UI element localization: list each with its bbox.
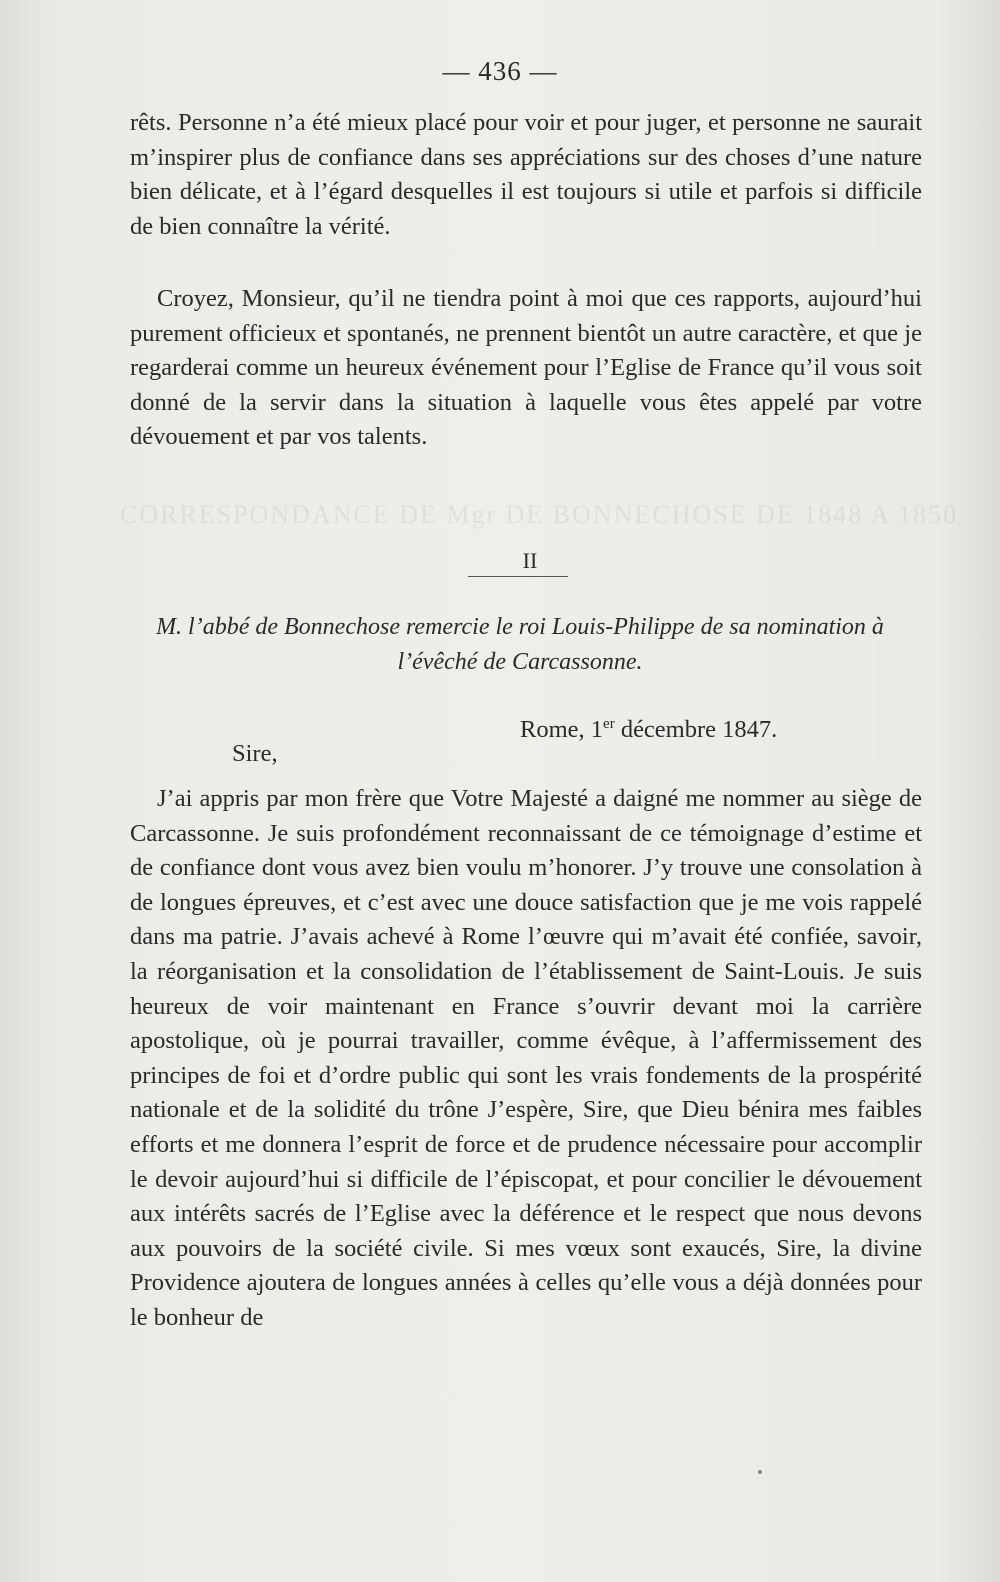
paragraph-2: Croyez, Monsieur, qu’il ne tiendra point à moi que ces rapports, aujourd’hui purement officieux et spontanés, ne prennent bientôt un autre caractère, et que je regarderai comme un heureux événement pour l’Eglise de France qu’il vous soit donné de la servir dans la situation à laquelle vous êtes appelé par votre dévouement et par vos talents.: [130, 285, 922, 451]
page-number: — 436 —: [442, 56, 558, 86]
paragraph-1: rêts. Personne n’a été mieux placé pour voir et pour juger, et personne ne saurait m’inspirer plus de confiance dans ses appréciations sur des choses d’une nature bien délicate, et à l’égard desquelles il est toujours si utile et parfois si difficile de bien connaître la vérité.: [130, 109, 922, 240]
letter-dateline-text: Rome, 1er décembre 1847.: [520, 716, 778, 744]
letter-salutation: Sire,: [232, 740, 278, 767]
letter-dateline: [520, 716, 777, 744]
letter-body: J’ai appris par mon frère que Votre Majesté a daigné me nommer au siège de Carcassonne. Je suis profondément reconnaissant de ce témoignage d’estime et de confiance dont vous avez bien voulu m’honorer. J’y trouve une consolation à de longues épreuves, et c’est avec une douce satisfaction que je me vois rappelé dans ma patrie. J’avais achevé à Rome l’œuvre qui m’avait été confiée, savoir, la réorganisation et la consolidation de l’établissement de Saint-Louis. Je suis heureux de voir maintenant en France s’ouvrir devant moi la carrière apostolique, où je pourrai travailler, comme évêque, à l’affermissement des principes de foi et d’ordre public qui sont les vrais fondements de la prospérité nationale et de la solidité du trône J’espère, Sire, que Dieu bénira mes faibles efforts et me donnera l’esprit de force et de prudence nécessaire pour accomplir le devoir aujourd’hui si difficile de l’épiscopat, et pour concilier le dévouement aux intérêts sacrés de l’Eglise avec la déférence et le respect que nous devons aux pouvoirs de la société civile. Si mes vœux sont exaucés, Sire, la divine Providence ajoutera de longues années à celles qu’elle vous a déjà données pour le bonheur de: [130, 785, 922, 1331]
section-divider: [468, 576, 568, 577]
section-number: II: [522, 548, 538, 573]
show-through-text: CORRESPONDANCE DE Mgr DE BONNECHOSE DE 1848 A 1850: [120, 500, 959, 529]
ink-speck: [758, 1470, 762, 1474]
section-heading: M. l’abbé de Bonnechose remercie le roi Louis-Philippe de sa nomination à l’évêché de Carcassonne.: [156, 614, 884, 675]
